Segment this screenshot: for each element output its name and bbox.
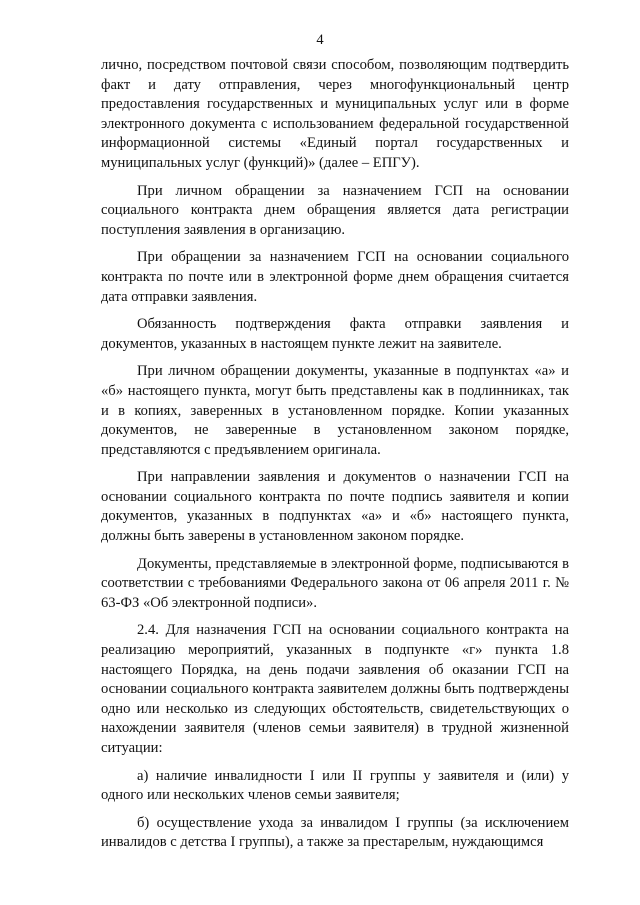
document-body	[101, 56, 569, 853]
list-item-a: а) наличие инвалидности I или II группы у заявителя и (или) у одного или нескольких членов семьи заявителя;	[101, 767, 569, 804]
paragraph-submission-methods: лично, посредством почтовой связи способом, позволяющим подтвердить факт и дату отправления, через многофункциональный центр предоставления государственных и муниципальных услуг или в форме электронного документа с использованием федеральной государственной информационной системы «Единый портал государственных и муниципальных услуг (функций)» (далее – ЕПГУ).	[101, 57, 569, 171]
paragraph-confirmation-duty: Обязанность подтверждения факта отправки заявления и документов, указанных в настоящем пункте лежит на заявителе.	[101, 316, 569, 352]
paragraph-electronic-documents: Документы, представляемые в электронной форме, подписываются в соответствии с требованиями Федерального закона от 06 апреля 2011 г. № 63-ФЗ «Об электронной подписи».	[101, 555, 569, 611]
paragraph-section-2-4: 2.4. Для назначения ГСП на основании социального контракта на реализацию мероприятий, указанных в подпункте «г» пункта 1.8 настоящего Порядка, на день подачи заявления об оказании ГСП на основании социального контракта заявителем должны быть подтверждены одно или несколько из следующих обстоятельств, свидетельствующих о нахождении заявителя (членов семьи заявителя) в трудной жизненной ситуации:	[101, 622, 569, 756]
paragraph-personal-application-date: При личном обращении за назначением ГСП на основании социального контракта днем обращения является дата регистрации поступления заявления в организацию.	[101, 182, 569, 238]
paragraph-mail-documents: При направлении заявления и документов о назначении ГСП на основании социального контракта по почте подпись заявителя и копии документов, указанных в подпунктах «а» и «б» настоящего пункта, должны быть заверены в установленном законом порядке.	[101, 469, 569, 545]
list-item-b: б) осуществление ухода за инвалидом I группы (за исключением инвалидов с детства I группы), а также за престарелым, нуждающимся	[101, 814, 569, 851]
paragraph-personal-documents: При личном обращении документы, указанные в подпунктах «а» и «б» настоящего пункта, могут быть представлены как в подлинниках, так и в копиях, заверенных в установленном порядке. Копии указанных документов, не заверенные в установленном законом порядке, представляются с предъявлением оригинала.	[101, 363, 569, 458]
paragraph-mail-application-date: При обращении за назначением ГСП на основании социального контракта по почте или в электронной форме днем обращения считается дата отправки заявления.	[101, 249, 569, 305]
page-number: 4	[316, 32, 324, 48]
